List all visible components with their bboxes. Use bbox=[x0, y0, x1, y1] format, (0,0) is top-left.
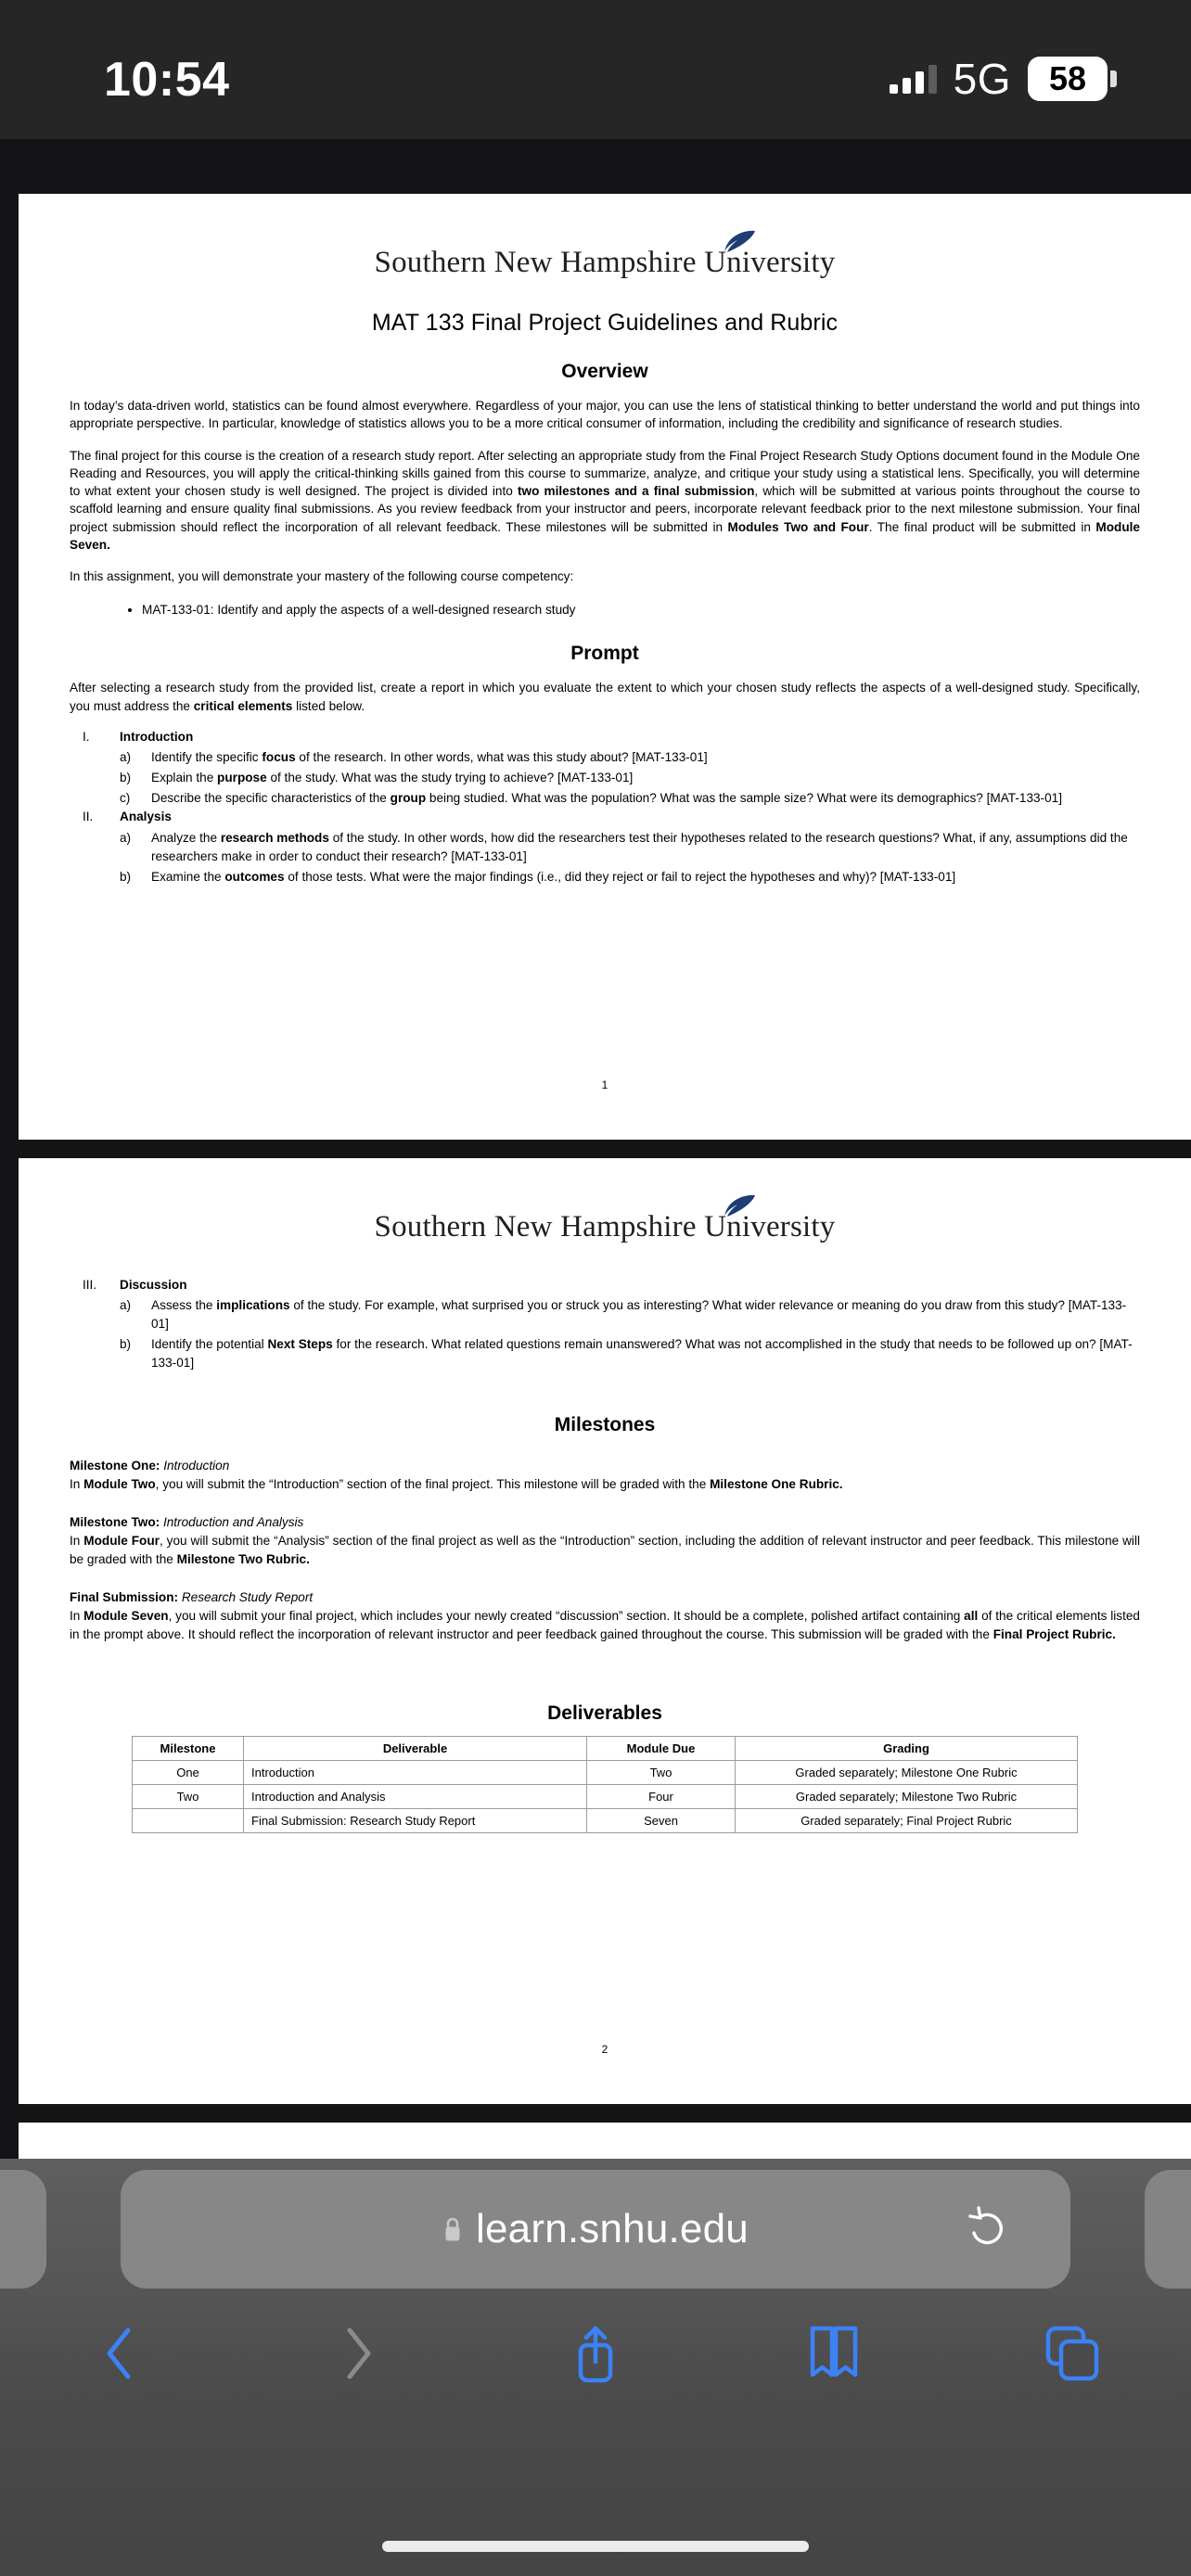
outline-letter: a) bbox=[120, 830, 132, 845]
table-cell: One bbox=[133, 1760, 244, 1784]
outline-letter: c) bbox=[120, 791, 131, 806]
tabs-button[interactable] bbox=[953, 2298, 1191, 2409]
page-number-2: 2 bbox=[601, 2043, 608, 2056]
milestone-description: In Module Seven, you will submit your final project, which includes your newly created “discussion” section. It should be a complete, polished artifact containing all of the critical elements listed in the prompt above. It should reflect the incorporation of relevant instructor and peer feedback gained throughout the course. This submission will be graded with the Final Project Rubric. bbox=[70, 1609, 1140, 1641]
outline-section bbox=[70, 808, 1140, 826]
competency-item: • MAT-133-01: Identify and apply the aspects of a well-designed research study bbox=[142, 601, 1140, 619]
outline-subitem bbox=[120, 769, 1140, 787]
status-bar bbox=[0, 0, 1191, 139]
snhu-logo-text: Southern New Hampshire University bbox=[374, 1210, 836, 1243]
outline-subitems bbox=[120, 829, 1140, 886]
snhu-logo bbox=[70, 1158, 1140, 1244]
outline-subitem bbox=[120, 829, 1140, 866]
outline-letter: a) bbox=[120, 750, 132, 765]
back-button[interactable] bbox=[0, 2298, 238, 2409]
outline-heading: Analysis bbox=[120, 810, 172, 824]
feather-icon bbox=[717, 230, 756, 258]
outline-heading: Introduction bbox=[120, 729, 194, 744]
milestone-block bbox=[70, 1513, 1140, 1568]
table-header-row bbox=[133, 1736, 1078, 1760]
bookmarks-button[interactable] bbox=[714, 2298, 953, 2409]
table-cell: Introduction bbox=[244, 1760, 587, 1784]
milestones-heading: Milestones bbox=[554, 1413, 656, 1435]
outline-numeral: III. bbox=[83, 1278, 97, 1292]
milestone-description: In Module Four, you will submit the “Analysis” section of the final project as well as the “Introduction” section, including the addition of relevant instructor and peer feedback. This milestone will be graded with the Milestone Two Rubric. bbox=[70, 1534, 1140, 1566]
outline-subitem bbox=[120, 1296, 1140, 1333]
milestone-label: Milestone Two: Introduction and Analysis bbox=[70, 1515, 304, 1530]
previous-tab-card[interactable] bbox=[0, 2170, 46, 2289]
table-cell: Graded separately; Milestone Two Rubric bbox=[736, 1784, 1078, 1808]
overview-heading: Overview bbox=[561, 361, 648, 382]
url-text: learn.snhu.edu bbox=[476, 2206, 749, 2251]
outline-subitem bbox=[120, 868, 1140, 886]
prompt-paragraph: After selecting a research study from the provided list, create a report in which you evaluate the extent to which your chosen study reflects the aspects of a well-designed study. Specifically, you must address the critical elements listed below. bbox=[70, 681, 1140, 713]
deliverables-table bbox=[132, 1736, 1078, 1833]
battery-percent-label: 58 bbox=[1028, 57, 1108, 101]
table-cell: Two bbox=[133, 1784, 244, 1808]
outline-subitem bbox=[120, 748, 1140, 767]
outline-subitem bbox=[120, 789, 1140, 808]
deliverables-table-body bbox=[133, 1760, 1078, 1832]
outline-subitem bbox=[120, 1335, 1140, 1372]
outline-subitems bbox=[120, 748, 1140, 808]
outline-subitem-text: Analyze the research methods of the study. In other words, how did the researchers test their hypotheses related to the research questions? What, if any, assumptions did the researchers make in order to conduct their research? [MAT-133-01] bbox=[151, 830, 1128, 863]
address-bar[interactable] bbox=[121, 2170, 1070, 2289]
outline-letter: b) bbox=[120, 771, 132, 785]
tab-strip[interactable] bbox=[0, 2170, 1191, 2289]
status-clock: 10:54 bbox=[104, 53, 230, 107]
home-indicator[interactable] bbox=[382, 2541, 809, 2552]
outline-subitem-text: Identify the specific focus of the research. In other words, what was this study about? [MAT-133-01] bbox=[151, 750, 708, 765]
page-number-1: 1 bbox=[601, 1078, 608, 1091]
table-row bbox=[133, 1808, 1078, 1832]
outline-section bbox=[70, 1276, 1140, 1294]
outline-section bbox=[70, 728, 1140, 746]
document-page-2 bbox=[19, 1158, 1191, 2104]
outline-numeral: II. bbox=[83, 810, 94, 824]
competency-intro: In this assignment, you will demonstrate your mastery of the following course competency: bbox=[70, 569, 574, 584]
outline-letter: b) bbox=[120, 869, 132, 884]
overview-paragraph-1: In today’s data-driven world, statistics can be found almost everywhere. Regardless of your major, you can use the lens of statistical thinking to better understand the world and put things into appropriate perspective. In particular, knowledge of statistics allows you to be a more critical consumer of information, including the credibility and significance of research studies. bbox=[70, 399, 1140, 431]
cellular-bars-icon bbox=[890, 64, 937, 94]
outline-subitem-text: Examine the outcomes of those tests. What were the major findings (i.e., did they reject or fail to reject the hypotheses and why)? [MAT-133-01] bbox=[151, 869, 956, 884]
outline-subitem-text: Explain the purpose of the study. What was the study trying to achieve? [MAT-133-01] bbox=[151, 771, 634, 785]
critical-elements-outline-page2 bbox=[70, 1276, 1140, 1373]
milestone-block bbox=[70, 1588, 1140, 1643]
outline-letter: b) bbox=[120, 1337, 132, 1352]
next-tab-card[interactable] bbox=[1145, 2170, 1191, 2289]
prompt-heading: Prompt bbox=[570, 643, 639, 665]
column-header-milestone: Milestone bbox=[133, 1736, 244, 1760]
outline-subitem-text: Assess the implications of the study. For example, what surprised you or struck you as interesting? What wider relevance or meaning do you draw from this study? [MAT-133-01] bbox=[151, 1298, 1127, 1332]
milestones-list bbox=[70, 1457, 1140, 1643]
network-type-label: 5G bbox=[953, 55, 1011, 103]
browser-toolbar bbox=[0, 2298, 1191, 2409]
forward-button bbox=[238, 2298, 477, 2409]
safari-bottom-bar bbox=[0, 2159, 1191, 2576]
milestone-description: In Module Two, you will submit the “Introduction” section of the final project. This milestone will be graded with the Milestone One Rubric. bbox=[70, 1476, 843, 1491]
lock-icon bbox=[442, 2216, 463, 2242]
overview-paragraph-2: The final project for this course is the creation of a research study report. After selecting an appropriate study from the Final Project Research Study Options document found in the Module One Reading and Resources, you will apply the critical-thinking skills gained from this course to summarize, analyze, and critique your study using a statistical lens. Specifically, you will determine to what extent your chosen study is well designed. The project is divided into two milestones and a final submission, which will be submitted at various points throughout the course to scaffold learning and ensure quality final submissions. As you review feedback from your instructor and peers, incorporate relevant feedback prior to the next milestone submission. Your final project submission should reflect the incorporation of all relevant feedback. These milestones will be submitted in Modules Two and Four. The final product will be submitted in Module Seven. bbox=[70, 448, 1141, 553]
table-cell: Seven bbox=[587, 1808, 736, 1832]
table-cell: Four bbox=[587, 1784, 736, 1808]
table-cell: Introduction and Analysis bbox=[244, 1784, 587, 1808]
table-cell: Final Submission: Research Study Report bbox=[244, 1808, 587, 1832]
document-page-1 bbox=[19, 194, 1191, 1140]
table-cell: Graded separately; Final Project Rubric bbox=[736, 1808, 1078, 1832]
table-cell: Graded separately; Milestone One Rubric bbox=[736, 1760, 1078, 1784]
page-title: MAT 133 Final Project Guidelines and Rubric bbox=[371, 310, 839, 336]
outline-letter: a) bbox=[120, 1298, 132, 1313]
milestone-block bbox=[70, 1457, 1140, 1494]
deliverables-heading: Deliverables bbox=[547, 1702, 662, 1724]
column-header-module-due: Module Due bbox=[587, 1736, 736, 1760]
outline-numeral: I. bbox=[83, 729, 90, 744]
column-header-grading: Grading bbox=[736, 1736, 1078, 1760]
feather-icon bbox=[717, 1194, 756, 1222]
table-row bbox=[133, 1784, 1078, 1808]
critical-elements-outline-page1 bbox=[70, 728, 1140, 886]
table-cell bbox=[133, 1808, 244, 1832]
milestone-label: Milestone One: Introduction bbox=[70, 1458, 230, 1473]
reload-icon[interactable] bbox=[967, 2205, 1009, 2253]
competency-list bbox=[125, 601, 1140, 619]
outline-subitem-text: Identify the potential Next Steps for the research. What related questions remain unanswered? What was not accomplished in the study that needs to be followed up on? [MAT-133-01] bbox=[151, 1337, 1133, 1371]
battery-tip bbox=[1110, 70, 1117, 87]
column-header-deliverable: Deliverable bbox=[244, 1736, 587, 1760]
share-button[interactable] bbox=[477, 2298, 715, 2409]
outline-subitems bbox=[120, 1296, 1140, 1372]
snhu-logo-text: Southern New Hampshire University bbox=[374, 246, 836, 279]
battery-icon bbox=[1028, 57, 1117, 101]
table-row bbox=[133, 1760, 1078, 1784]
milestone-label: Final Submission: Research Study Report bbox=[70, 1590, 314, 1605]
table-cell: Two bbox=[587, 1760, 736, 1784]
outline-heading: Discussion bbox=[120, 1278, 187, 1292]
outline-subitem-text: Describe the specific characteristics of the group being studied. What was the population? What was the sample size? What were its demographics? [MAT-133-01] bbox=[151, 791, 1062, 806]
status-indicators bbox=[890, 54, 1117, 104]
snhu-logo bbox=[70, 194, 1140, 280]
